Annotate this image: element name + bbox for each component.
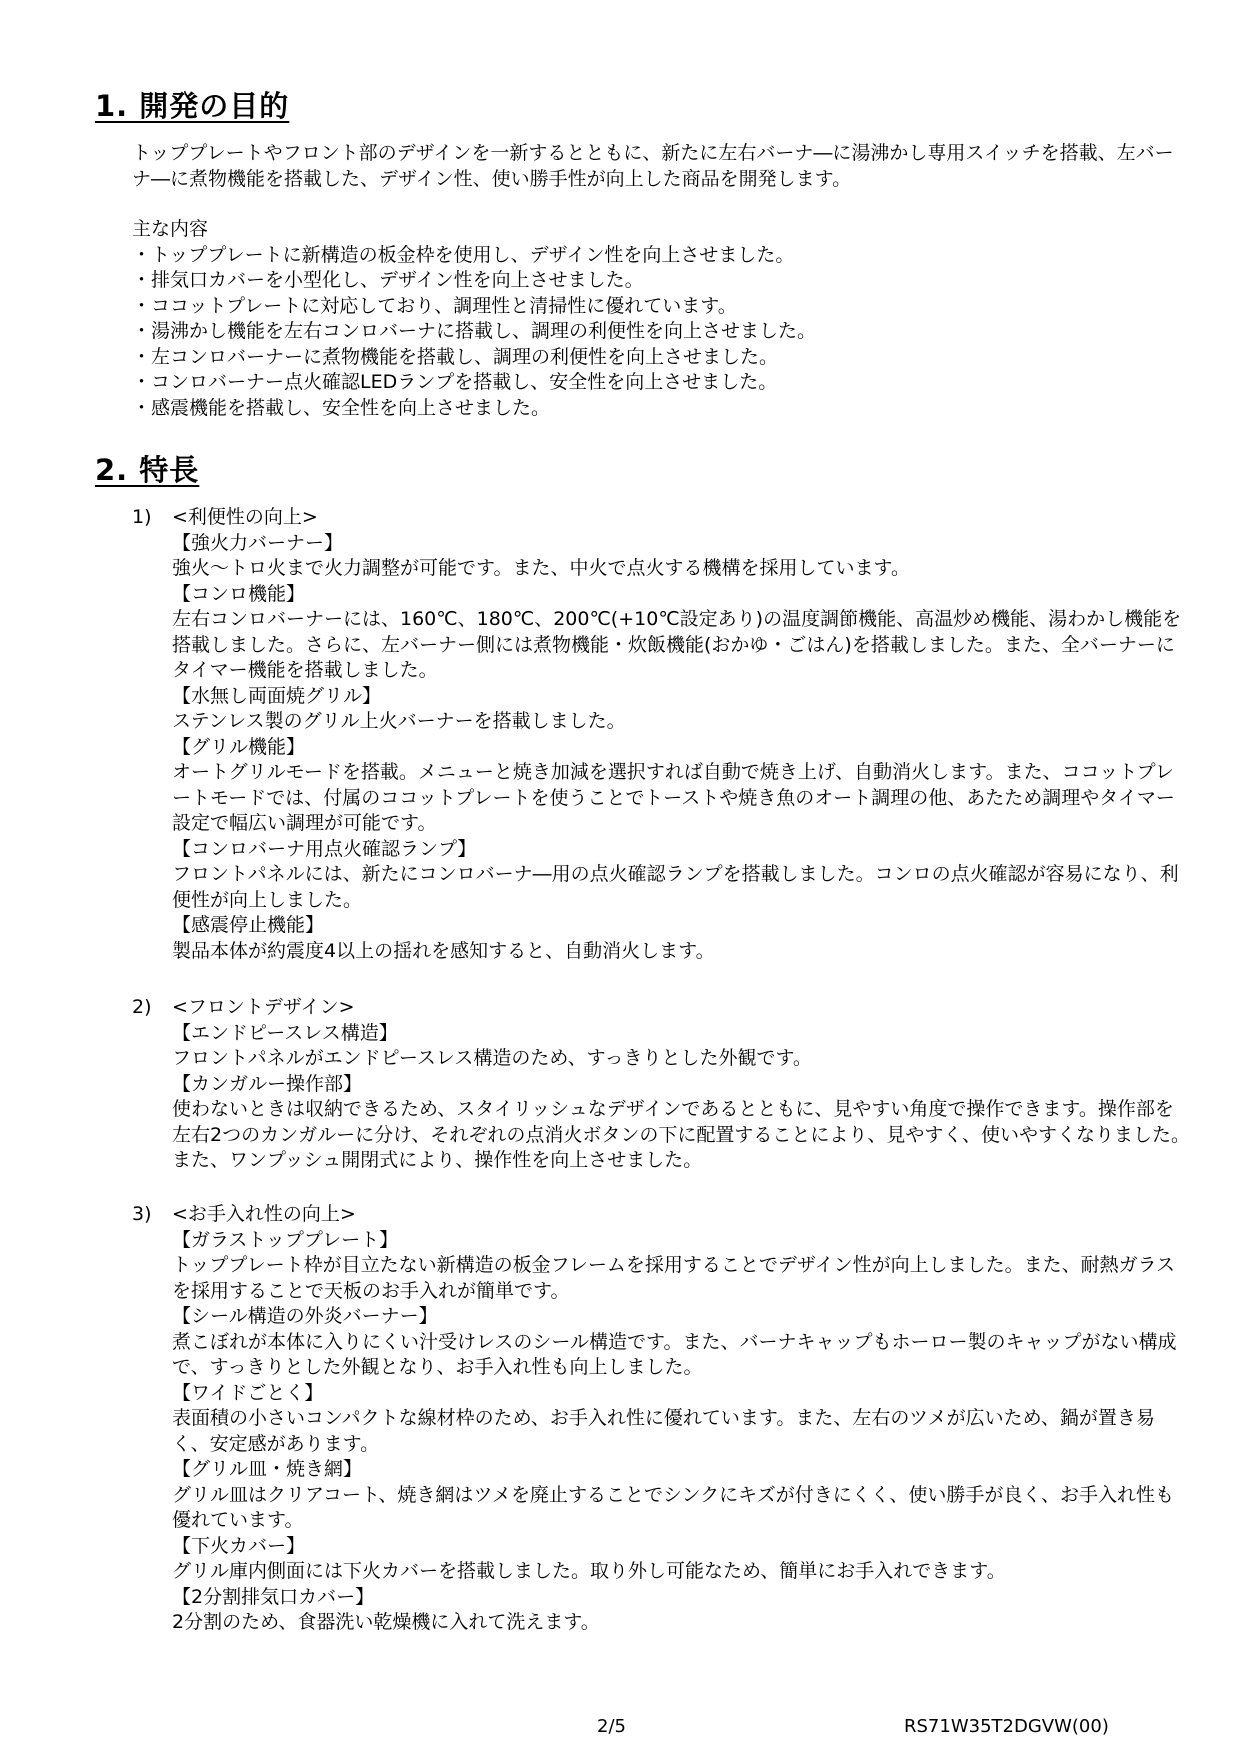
feature-text: 煮こぼれが本体に入りにくい汁受けレスのシール構造です。また、バーナキャップもホーロー製のキャップがない構成で、すっきりとした外観となり、お手入れ性も向上しました。 <box>172 1330 1177 1378</box>
feature-text: トッププレート枠が目立たない新構造の板金フレームを採用することでデザイン性が向上しました。また、耐熱ガラスを採用することで天板のお手入れが簡単です。 <box>172 1254 1176 1302</box>
main-contents-item: ・コンロバーナー点火確認LEDランプを搭載し、安全性を向上させました。 <box>132 371 778 393</box>
feature-text: グリル皿はクリアコート、焼き網はツメを廃止することでシンクにキズが付きにくく、使い勝手が良く、お手入れ性も優れています。 <box>172 1483 1174 1531</box>
feature-text: ステンレス製のグリル上火バーナーを搭載しました。 <box>172 710 626 732</box>
feature-heading: 【カンガルー操作部】 <box>172 1072 363 1095</box>
feature-item <box>172 1021 1192 1072</box>
feature-heading: 【グリル皿・焼き網】 <box>172 1458 363 1480</box>
feature-heading: 【ガラストッププレート】 <box>172 1228 399 1251</box>
feature-text: グリル庫内側面には下火カバーを搭載しました。取り外し可能なため、簡単にお手入れできます。 <box>172 1560 1006 1582</box>
feature-item <box>172 684 1192 735</box>
feature-item <box>172 1585 1192 1636</box>
feature-text: 強火～トロ火まで火力調整が可能です。また、中火で点火する機構を採用しています。 <box>172 557 910 579</box>
feature-item <box>172 531 1192 582</box>
feature-text: 2分割のため、食器洗い乾燥機に入れて洗えます。 <box>172 1611 600 1633</box>
main-contents-label: 主な内容 <box>132 218 209 240</box>
feature-text: 左右コンロバーナーには、160℃、180℃、200℃(+10℃設定あり)の温度調節機能、高温炒め機能、湯わかし機能を搭載しました。さらに、左バーナー側には煮物機能・炊飯機能(おかゆ・ごはん)を搭載しました。また、全バーナーにタイマー機能を搭載しました。 <box>172 608 1182 681</box>
group-title: <利便性の向上> <box>172 506 318 528</box>
feature-item <box>172 1381 1192 1458</box>
main-contents-item: ・ココットプレートに対応しており、調理性と清掃性に優れています。 <box>132 294 737 317</box>
feature-group-front-design <box>132 995 1192 1174</box>
feature-group-maintenance <box>132 1202 1192 1636</box>
feature-heading: 【シール構造の外炎バーナー】 <box>172 1305 438 1327</box>
feature-item <box>172 1228 1192 1305</box>
feature-heading: 【ワイドごとく】 <box>172 1381 324 1404</box>
section1-body <box>132 141 1182 421</box>
main-contents-item: ・排気口カバーを小型化し、デザイン性を向上させました。 <box>132 269 644 291</box>
document-code: RS71W35T2DGVW(00) <box>904 1716 1109 1737</box>
feature-heading: 【コンロ機能】 <box>172 582 306 605</box>
feature-item <box>172 1072 1192 1174</box>
feature-heading: 【コンロバーナ用点火確認ランプ】 <box>172 837 477 860</box>
feature-item <box>172 1534 1192 1585</box>
feature-item <box>172 1304 1192 1381</box>
feature-item <box>172 1457 1192 1534</box>
group-number: 1) <box>132 506 152 528</box>
feature-text: オートグリルモードを搭載。メニューと焼き加減を選択すれば自動で焼き上げ、自動消火します。また、ココットプレートモードでは、付属のココットプレートを使うことでトーストや焼き魚のオート調理の他、あたため調理やタイマー設定で幅広い調理が可能です。 <box>172 761 1175 834</box>
feature-item <box>172 735 1192 837</box>
feature-heading: 【水無し両面焼グリル】 <box>172 684 382 707</box>
group-title: <お手入れ性の向上> <box>172 1203 356 1225</box>
group-number: 2) <box>132 996 152 1018</box>
group-title: <フロントデザイン> <box>172 996 355 1018</box>
feature-heading: 【グリル機能】 <box>172 735 306 758</box>
feature-text: フロントパネルがエンドピースレス構造のため、すっきりとした外観です。 <box>172 1047 812 1069</box>
main-contents-item: ・湯沸かし機能を左右コンロバーナに搭載し、調理の利便性を向上させました。 <box>132 320 817 342</box>
feature-heading: 【下火カバー】 <box>172 1534 306 1557</box>
section1-heading: 1. 開発の目的 <box>95 89 290 123</box>
main-contents-item: ・左コンロバーナーに煮物機能を搭載し、調理の利便性を向上させました。 <box>132 345 779 368</box>
page-number: 2/5 <box>597 1716 626 1737</box>
group-number: 3) <box>132 1203 152 1225</box>
feature-heading: 【2分割排気口カバー】 <box>172 1585 375 1608</box>
main-contents-item: ・感震機能を搭載し、安全性を向上させました。 <box>132 396 551 419</box>
feature-heading: 【強火力バーナー】 <box>172 531 344 554</box>
feature-item <box>172 582 1192 684</box>
section1-intro: トッププレートやフロント部のデザインを一新するとともに、新たに左右バーナ―に湯沸かし専用スイッチを搭載、左バーナ―に煮物機能を搭載した、デザイン性、使い勝手性が向上した商品を開発します。 <box>132 142 1174 190</box>
feature-text: 製品本体が約震度4以上の揺れを感知すると、自動消火します。 <box>172 939 715 962</box>
feature-text: フロントパネルには、新たにコンロバーナ―用の点火確認ランプを搭載しました。コンロの点火確認が容易になり、利便性が向上しました。 <box>172 863 1179 911</box>
feature-item <box>172 913 1192 964</box>
feature-item <box>172 837 1192 914</box>
feature-group-convenience <box>132 505 1192 964</box>
main-contents-item: ・トッププレートに新構造の板金枠を使用し、デザイン性を向上させました。 <box>132 243 795 266</box>
feature-text: 表面積の小さいコンパクトな線材枠のため、お手入れ性に優れています。また、左右のツメが広いため、鍋が置き易く、安定感があります。 <box>172 1407 1155 1455</box>
section2-heading: 2. 特長 <box>95 453 200 487</box>
feature-text: 使わないときは収納できるため、スタイリッシュなデザインであるとともに、見やすい角度で操作できます。操作部を左右2つのカンガルーに分け、それぞれの点消火ボタンの下に配置することにより、見やすく、使いやすくなりました。また、ワンプッシュ開閉式により、操作性を向上させました。 <box>172 1098 1190 1171</box>
feature-heading: 【エンドピースレス構造】 <box>172 1021 398 1044</box>
feature-heading: 【感震停止機能】 <box>172 914 325 936</box>
